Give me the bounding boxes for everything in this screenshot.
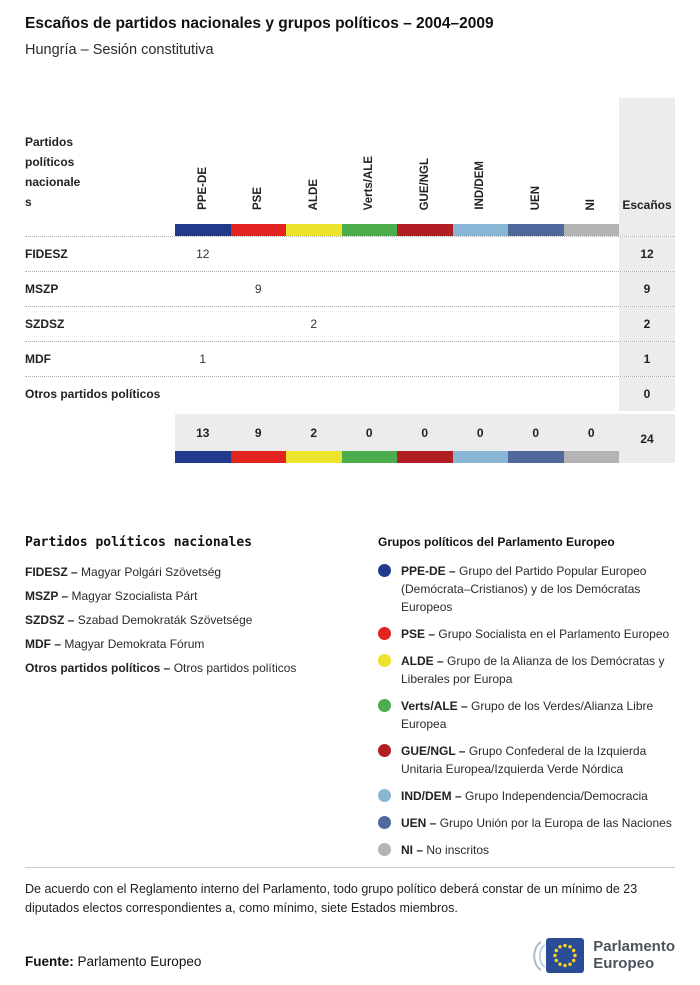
divider	[25, 867, 675, 868]
column-header-pse: PSE	[252, 186, 265, 210]
seat-cell	[175, 307, 231, 341]
color-bar-pse	[231, 224, 287, 236]
total-cell: 2	[286, 414, 342, 451]
row-header-label: Partidos políticos nacionales	[25, 135, 81, 209]
seat-cell	[564, 342, 620, 376]
row-seats-total: 0	[619, 377, 675, 411]
seat-cell	[231, 377, 287, 411]
footnote: De acuerdo con el Reglamento interno del Parlamento, todo grupo político deberá constar de un mínimo de 23 diputados electos correspondientes a, como mínimo, siete Estados miembros.	[25, 882, 638, 916]
political-groups-legend	[378, 535, 675, 859]
seat-cell	[564, 237, 620, 271]
seat-cell	[397, 307, 453, 341]
seat-cell	[508, 272, 564, 306]
color-bar-ni	[564, 224, 620, 236]
group-color-dot	[378, 564, 391, 577]
color-bar-ind-dem	[453, 451, 509, 463]
color-bar-alde	[286, 451, 342, 463]
row-seats-total: 9	[619, 272, 675, 306]
group-color-dot	[378, 816, 391, 829]
row-seats-total: 1	[619, 342, 675, 376]
table-header-row	[25, 98, 675, 224]
seat-cell	[231, 342, 287, 376]
party-name: Otros partidos políticos	[25, 387, 161, 401]
table-row-szdsz	[25, 306, 675, 341]
seat-cell	[453, 272, 509, 306]
legend-group-item: ALDE – Grupo de la Alianza de los Demócratas y Liberales por Europa	[378, 652, 675, 688]
ep-logo-wordmark: Parlamento Europeo	[593, 937, 675, 972]
seat-cell	[564, 377, 620, 411]
seat-cell	[286, 342, 342, 376]
legend-groups-title: Grupos políticos del Parlamento Europeo	[378, 535, 615, 549]
color-bar-uen	[508, 451, 564, 463]
seat-cell: 12	[196, 247, 210, 261]
legend-parties-title: Partidos políticos nacionales	[25, 535, 252, 550]
group-color-dot	[378, 627, 391, 640]
seats-table	[25, 98, 675, 463]
legend-group-item: IND/DEM – Grupo Independencia/Democracia	[378, 787, 675, 805]
seat-cell	[508, 237, 564, 271]
color-bar-gue-ngl	[397, 451, 453, 463]
seat-cell	[342, 307, 398, 341]
color-bar-verts-ale	[342, 224, 398, 236]
row-seats-total: 2	[619, 307, 675, 341]
party-name: MDF	[25, 352, 51, 366]
grand-total-seats: 24	[619, 414, 675, 463]
legend-party-item: FIDESZ – Magyar Polgári Szövetség	[25, 565, 222, 579]
seat-cell	[286, 237, 342, 271]
source-line: Fuente: Parlamento Europeo	[25, 953, 202, 969]
seat-cell	[564, 307, 620, 341]
page-subtitle: Hungría – Sesión constitutiva	[25, 42, 214, 58]
legend-party-item: SZDSZ – Szabad Demokraták Szövetsége	[25, 613, 253, 627]
color-bar-verts-ale	[342, 451, 398, 463]
table-row-mszp	[25, 271, 675, 306]
seat-cell	[342, 272, 398, 306]
legend-party-item: MSZP – Magyar Szocialista Párt	[25, 589, 198, 603]
party-name: FIDESZ	[25, 247, 68, 261]
group-color-dot	[378, 744, 391, 757]
seat-cell	[508, 342, 564, 376]
seat-cell: 1	[199, 352, 207, 366]
legend-group-item: PPE-DE – Grupo del Partido Popular Europeo (Demócrata–Cristianos) y de los Demócratas Europeos	[378, 562, 675, 616]
seat-cell	[231, 237, 287, 271]
legend-section	[25, 535, 675, 859]
legend-group-item: Verts/ALE – Grupo de los Verdes/Alianza Libre Europea	[378, 697, 675, 733]
column-header-verts-ale: Verts/ALE	[363, 155, 376, 210]
totals-row	[25, 414, 675, 463]
party-name: SZDSZ	[25, 317, 65, 331]
column-header-ind-dem: IND/DEM	[474, 161, 487, 210]
table-row-fidesz	[25, 236, 675, 271]
column-header-uen: UEN	[529, 185, 542, 210]
legend-group-item: GUE/NGL – Grupo Confederal de la Izquierda Unitaria Europea/Izquierda Verde Nórdica	[378, 742, 675, 778]
seat-cell	[286, 272, 342, 306]
group-color-dot	[378, 789, 391, 802]
legend-party-item: Otros partidos políticos – Otros partidos políticos	[25, 661, 297, 675]
group-color-dot	[378, 699, 391, 712]
column-header-ppe-de: PPE-DE	[196, 167, 209, 210]
ep-logo	[527, 937, 675, 975]
seat-cell	[397, 342, 453, 376]
legend-group-item: PSE – Grupo Socialista en el Parlamento Europeo	[378, 625, 675, 643]
legend-group-item: NI – No inscritos	[378, 841, 675, 859]
seat-cell	[397, 272, 453, 306]
total-cell: 0	[453, 414, 509, 451]
color-bar-uen	[508, 224, 564, 236]
page-title: Escaños de partidos nacionales y grupos políticos – 2004–2009	[25, 15, 494, 32]
party-name: MSZP	[25, 282, 59, 296]
seat-cell: 9	[254, 282, 262, 296]
total-cell: 13	[175, 414, 231, 451]
seat-cell	[397, 237, 453, 271]
seat-cell	[342, 237, 398, 271]
table-row-mdf	[25, 341, 675, 376]
seat-cell	[453, 237, 509, 271]
column-header-escanos: Escaños	[619, 98, 675, 224]
seat-cell: 2	[310, 317, 318, 331]
color-bar-ppe-de	[175, 224, 231, 236]
column-header-ni: NI	[585, 198, 598, 210]
seat-cell	[342, 342, 398, 376]
total-cell: 0	[508, 414, 564, 451]
seat-cell	[175, 377, 231, 411]
seat-cell	[453, 307, 509, 341]
legend-group-item: UEN – Grupo Unión por la Europa de las Naciones	[378, 814, 675, 832]
footer-row	[25, 937, 675, 975]
color-bar-pse	[231, 451, 287, 463]
seat-cell	[508, 307, 564, 341]
seat-cell	[342, 377, 398, 411]
row-seats-total: 12	[619, 237, 675, 271]
color-bar-alde	[286, 224, 342, 236]
color-bar-gue-ngl	[397, 224, 453, 236]
legend-party-item: MDF – Magyar Demokrata Fórum	[25, 637, 205, 651]
total-cell: 0	[564, 414, 620, 451]
group-color-bars	[25, 224, 675, 236]
seat-cell	[286, 377, 342, 411]
ep-logo-emblem	[527, 937, 585, 975]
group-color-dot	[378, 843, 391, 856]
total-cell: 0	[397, 414, 453, 451]
seat-cell	[453, 377, 509, 411]
color-bar-ind-dem	[453, 224, 509, 236]
total-cell: 9	[231, 414, 287, 451]
national-parties-legend	[25, 535, 378, 859]
seat-cell	[564, 272, 620, 306]
total-cell: 0	[342, 414, 398, 451]
column-header-gue-ngl: GUE/NGL	[418, 157, 431, 210]
seat-cell	[231, 307, 287, 341]
color-bar-ppe-de	[175, 451, 231, 463]
seat-cell	[508, 377, 564, 411]
column-header-alde: ALDE	[307, 178, 320, 210]
group-color-dot	[378, 654, 391, 667]
color-bar-ni	[564, 451, 620, 463]
seat-cell	[453, 342, 509, 376]
table-row-otros	[25, 376, 675, 411]
seat-cell	[175, 272, 231, 306]
seat-cell	[397, 377, 453, 411]
